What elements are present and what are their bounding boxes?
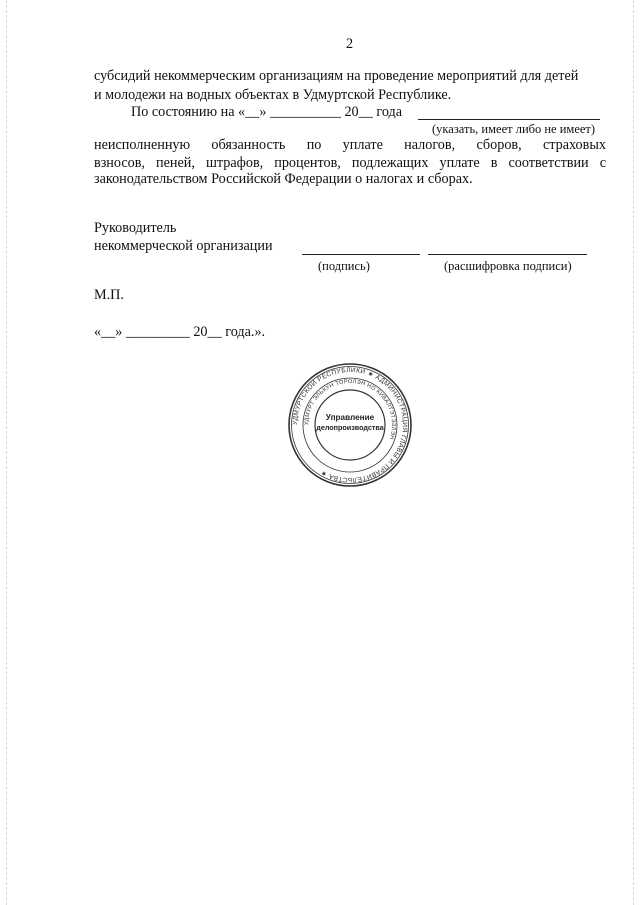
signatory-title: Руководитель <box>94 220 177 236</box>
status-hint: (указать, имеет либо не имеет) <box>432 122 596 136</box>
page-number: 2 <box>346 36 354 52</box>
obligation-line-3: законодательством Российской Федерации о налогах и сборах. <box>94 171 473 187</box>
justified-word: страховых <box>542 137 606 153</box>
scan-edge-right <box>633 0 635 905</box>
justified-word: уплате <box>439 155 480 171</box>
signature-label: (подпись) <box>318 259 370 273</box>
justified-word: штрафов, <box>205 155 264 171</box>
paragraph-line: и молодежи на водных объектах в Удмуртской Республике. <box>94 87 452 103</box>
obligation-line-1 <box>94 137 606 154</box>
justified-word: подлежащих <box>351 155 429 171</box>
justified-word: налогов, <box>404 137 456 153</box>
obligation-line-2 <box>94 155 606 172</box>
stamp-center-line1: Управление <box>325 413 375 422</box>
justified-word: с <box>599 155 606 171</box>
signature-line <box>302 254 420 255</box>
justified-word: обязанность <box>211 137 286 153</box>
justified-word: взносов, <box>94 155 145 171</box>
stamp-center-line2: делопроизводства <box>316 423 384 432</box>
seal-place: М.П. <box>94 287 124 303</box>
status-blank-line <box>418 119 600 120</box>
status-line: По состоянию на «__» __________ 20__ года <box>131 104 403 120</box>
decoding-label: (расшифровка подписи) <box>444 259 572 273</box>
justified-word: неисполненную <box>94 137 191 153</box>
justified-word: соответствии <box>508 155 589 171</box>
justified-word: по <box>306 137 322 153</box>
official-stamp <box>287 362 413 488</box>
decoding-line <box>428 254 587 255</box>
stamp-inner-text: УДМУРТ ЭЛЬКУН ТОРОЛЭН НО КИВАЛТЭТЭЗЛЭН <box>303 378 397 441</box>
scan-edge-left <box>6 0 8 905</box>
date-line: «__» _________ 20__ года.». <box>94 324 266 340</box>
justified-word: процентов, <box>274 155 341 171</box>
justified-word: пеней, <box>156 155 195 171</box>
justified-word: сборов, <box>476 137 522 153</box>
paragraph-line: субсидий некоммерческим организациям на проведение мероприятий для детей <box>94 68 579 84</box>
stamp-outer-text: УДМУРТСКОЙ РЕСПУБЛИКИ ★ АДМИНИСТРАЦИЯ ГЛАВЫ И ПРАВИТЕЛЬСТВА ★ <box>291 366 409 484</box>
justified-word: уплате <box>342 137 383 153</box>
justified-word: в <box>490 155 498 171</box>
signatory-org: некоммерческой организации <box>94 238 273 254</box>
